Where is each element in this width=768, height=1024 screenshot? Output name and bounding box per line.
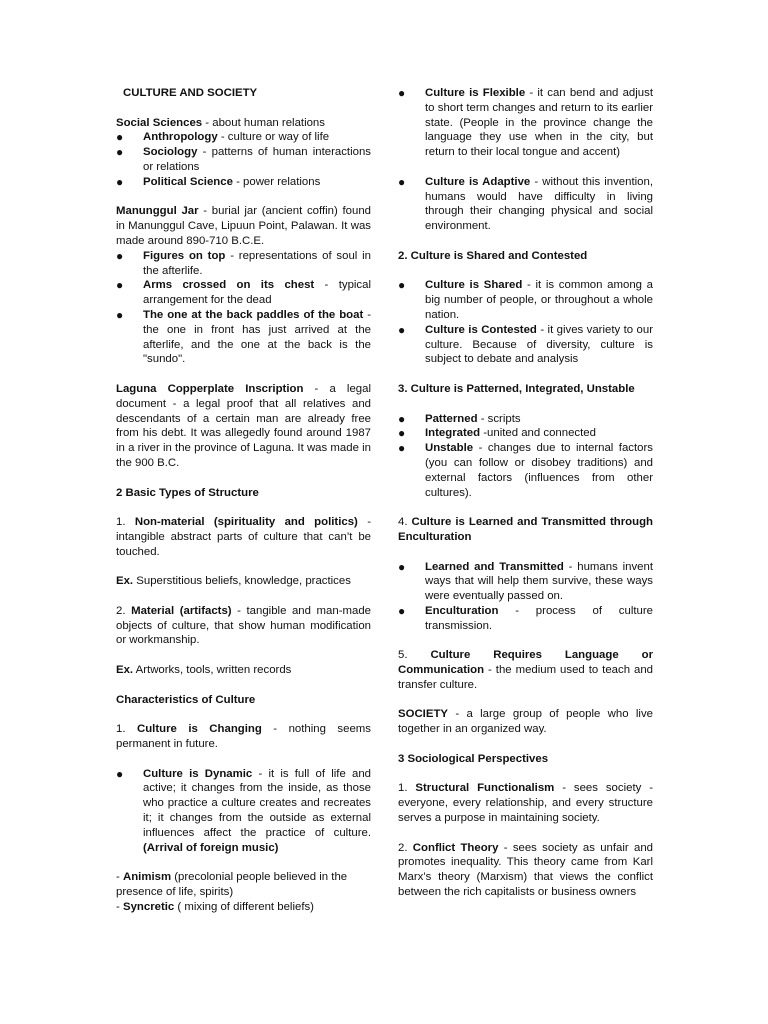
characteristics-heading: Characteristics of Culture (116, 693, 256, 706)
list-item: ● Learned and Transmitted - humans invent ways that will help them survive, these ways were eventually passed on. (398, 560, 653, 604)
list-item: ● The one at the back paddles of the boat - the one in front has just arrived at the afterlife, and the one at the back is the "sundo". (116, 308, 371, 367)
manunggul-jar-paragraph: Manunggul Jar - burial jar (ancient coffin) found in Manunggul Cave, Lipuun Point, Palawan. It was made around 890-710 B.C.E. (116, 205, 371, 247)
list-item: ● Patterned - scripts (398, 412, 653, 427)
material-paragraph: 2. Material (artifacts) - tangible and man-made objects of culture, that show human modification or workmanship. (116, 604, 371, 647)
laguna-copperplate-paragraph: Laguna Copperplate Inscription - a legal document - a legal proof that all relatives and descendants of a certain man are already free from his debt. It was allegedly found around 1987 in a river in the province of Laguna. It was made in the 900 B.C. (116, 382, 371, 469)
learned-list (398, 560, 653, 634)
shared-contested-list (398, 278, 653, 367)
list-item: ● Enculturation - process of culture transmission. (398, 604, 653, 634)
culture-changing-paragraph: 1. Culture is Changing - nothing seems permanent in future. (116, 723, 371, 751)
list-item: ● Unstable - changes due to internal factors (you can follow or disobey traditions) and external factors (influences from other cultures). (398, 441, 653, 500)
example-material: Ex. Artworks, tools, written records (116, 664, 292, 677)
shared-contested-heading: 2. Culture is Shared and Contested (398, 249, 588, 262)
social-sciences-definition: Social Sciences - about human relations (116, 116, 325, 129)
list-item: ● Figures on top - representations of soul in the afterlife. (116, 249, 371, 279)
social-sciences-list (116, 130, 371, 189)
list-item: ● Anthropology - culture or way of life (116, 130, 371, 145)
example-non-material: Ex. Superstitious beliefs, knowledge, practices (116, 575, 351, 588)
animism-line: - Animism (precolonial people believed in the presence of life, spirits) (116, 871, 348, 899)
list-item: ● Sociology - patterns of human interactions or relations (116, 145, 371, 175)
list-item: ● Arms crossed on its chest - typical arrangement for the dead (116, 278, 371, 308)
syncretic-line: - Syncretic ( mixing of different beliefs) (116, 900, 314, 913)
culture-adaptive-list (398, 175, 653, 234)
structure-heading: 2 Basic Types of Structure (116, 486, 259, 499)
non-material-paragraph: 1. Non-material (spirituality and politics) - intangible abstract parts of culture that can’t be touched. (116, 516, 371, 558)
patterned-list (398, 412, 653, 501)
conflict-theory-paragraph: 2. Conflict Theory - sees society as unfair and promotes inequality. This theory came from Karl Marx’s theory (Marxism) that views the conflict between the rich capitalists or business owners (398, 841, 653, 899)
list-item: ● Culture is Shared - it is common among a big number of people, or throughout a whole nation. (398, 278, 653, 322)
structural-functionalism-paragraph: 1. Structural Functionalism - sees society - everyone, every relationship, and every structure serves a purpose in maintaining society. (398, 782, 653, 825)
list-item: ● Culture is Dynamic - it is full of life and active; it changes from the inside, as those who practice a culture creates and recreates it; it changes from the outside as external influences affect the practice of culture. (Arrival of foreign music) (116, 767, 371, 856)
list-item: ● Culture is Flexible - it can bend and adjust to short term changes and return to its earlier state. (People in the province change the language they use when in the city, but return to their local tongue and accent) (398, 86, 653, 160)
list-item: ● Integrated -united and connected (398, 426, 653, 441)
list-item: ● Culture is Contested - it gives variety to our culture. Because of diversity, culture is subject to debate and analysis (398, 323, 653, 367)
left-column (116, 86, 371, 915)
document-title: CULTURE AND SOCIETY (123, 87, 258, 99)
learned-heading: 4. Culture is Learned and Transmitted through Enculturation (398, 516, 653, 543)
list-item: ● Culture is Adaptive - without this invention, humans would have difficulty in living through their changing physical and social environment. (398, 175, 653, 234)
right-column (398, 86, 653, 900)
culture-dynamic-list (116, 767, 371, 856)
society-definition: SOCIETY - a large group of people who live together in an organized way. (398, 708, 653, 736)
perspectives-heading: 3 Sociological Perspectives (398, 752, 549, 765)
culture-flexible-list (398, 86, 653, 160)
language-paragraph: 5. Culture Requires Language or Communication - the medium used to teach and transfer culture. (398, 649, 654, 691)
manunggul-jar-list (116, 249, 371, 367)
patterned-heading: 3. Culture is Patterned, Integrated, Unstable (398, 382, 635, 395)
list-item: ● Political Science - power relations (116, 175, 371, 190)
